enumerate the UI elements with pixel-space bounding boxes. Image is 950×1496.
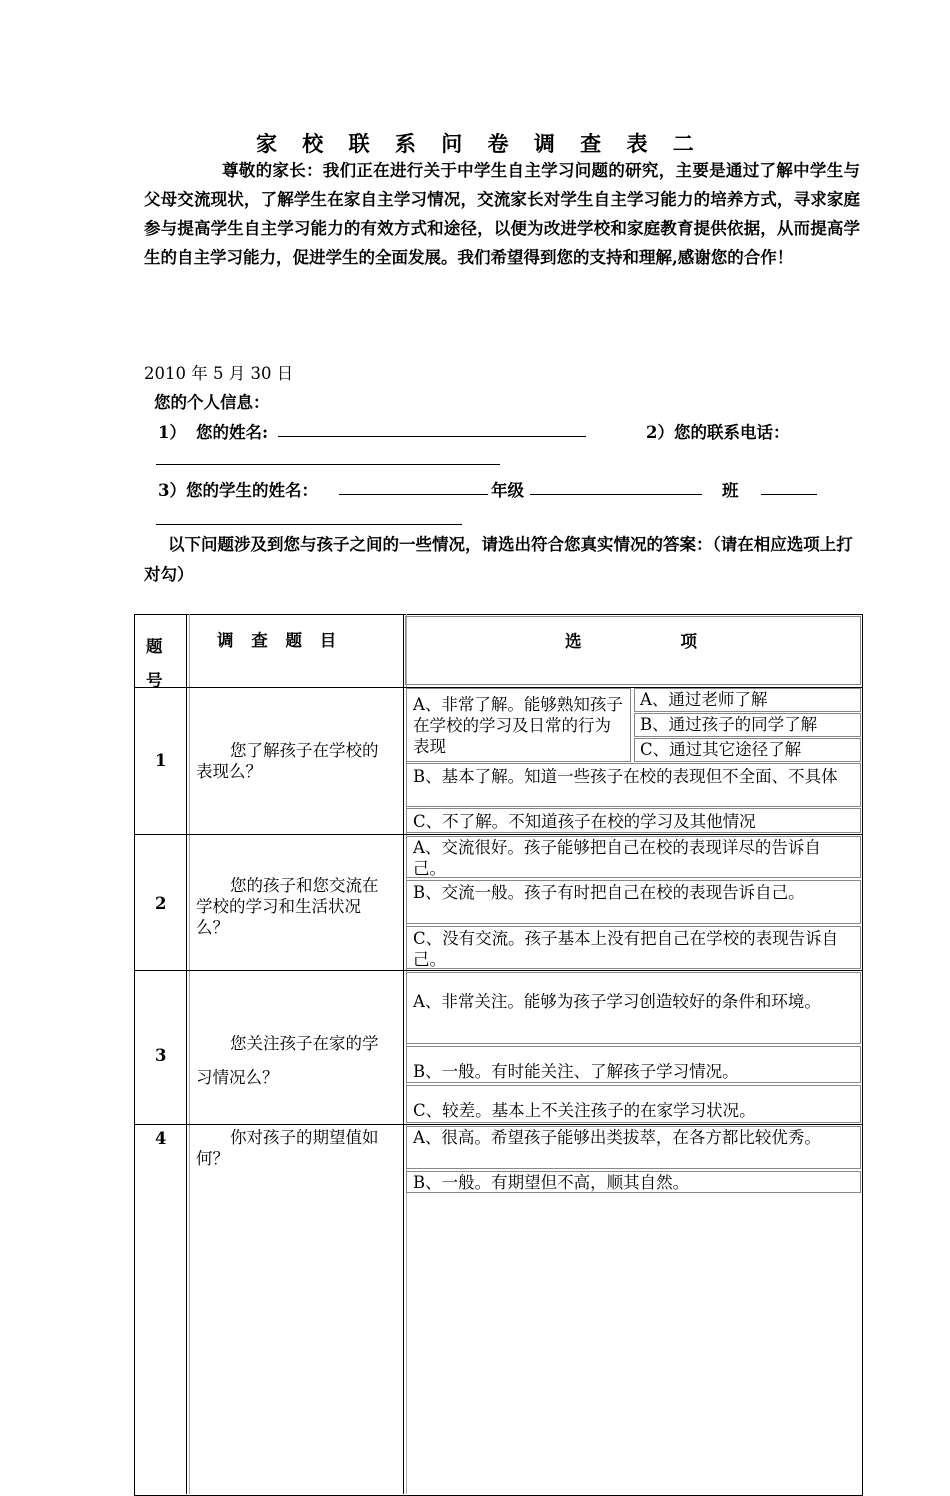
row-divider xyxy=(134,970,863,971)
q1-option-a-sub3[interactable]: C、通过其它途径了解 xyxy=(640,740,802,759)
parent-name-label: 您的姓名: xyxy=(196,423,269,442)
q3-option-a[interactable]: A、非常关注。能够为孩子学习创造较好的条件和环境。 xyxy=(413,992,821,1011)
class-label: 班 xyxy=(722,481,739,500)
q2-option-c[interactable]: C、没有交流。孩子基本上没有把自己在学校的表现告诉自己。 xyxy=(413,929,839,969)
grade-label: 年级 xyxy=(491,481,524,500)
survey-date: 2010 年 5 月 30 日 xyxy=(144,364,294,383)
q4-option-b[interactable]: B、一般。有期望但不高，顺其自然。 xyxy=(413,1173,690,1192)
q1-option-a[interactable]: A、非常了解。能够熟知孩子在学校的学习及日常的行为表现 xyxy=(413,695,623,756)
grade-field[interactable] xyxy=(530,494,702,495)
column-divider xyxy=(186,614,187,1494)
q3-option-c[interactable]: C、较差。基本上不关注孩子的在家学习状况。 xyxy=(413,1101,756,1120)
instructions: 以下问题涉及到您与孩子之间的一些情况，请选出符合您真实情况的答案：（请在相应选项上打对勾） xyxy=(144,535,853,584)
q3-question: 您关注孩子在家的学习情况么？ xyxy=(196,1034,379,1087)
header-question: 调 查 题 目 xyxy=(217,631,343,650)
q3-option-b[interactable]: B、一般。有时能关注、了解孩子学习情况。 xyxy=(413,1062,739,1081)
q4-question: 你对孩子的期望值如何？ xyxy=(196,1128,379,1168)
q1-option-a-sub2[interactable]: B、通过孩子的同学了解 xyxy=(640,715,818,734)
q1-question: 您了解孩子在学校的表现么？ xyxy=(196,741,379,781)
header-options: 选 项 xyxy=(565,632,697,651)
header-option-frame xyxy=(405,616,861,685)
student-name-field[interactable] xyxy=(339,494,488,495)
q2-question: 您的孩子和您交流在学校的学习和生活状况么？ xyxy=(196,876,379,937)
phone-field[interactable] xyxy=(156,464,500,465)
q1-option-b[interactable]: B、基本了解。知道一些孩子在校的表现但不全面、不具体 xyxy=(413,767,838,786)
q4-number: 4 xyxy=(155,1129,167,1148)
q3-number: 3 xyxy=(155,1046,167,1065)
class-field[interactable] xyxy=(761,494,817,495)
column-divider xyxy=(403,614,404,1494)
student-name-label: 3）您的学生的姓名： xyxy=(158,481,318,500)
header-num: 题号 xyxy=(146,637,163,690)
q1-option-c[interactable]: C、不了解。不知道孩子在校的学习及其他情况 xyxy=(413,812,756,831)
phone-label: 2）您的联系电话： xyxy=(646,423,790,442)
q1-option-a-sub1[interactable]: A、通过老师了解 xyxy=(640,690,768,709)
column-divider xyxy=(189,614,190,1494)
parent-name-field[interactable] xyxy=(278,436,586,437)
personal-info-heading: 您的个人信息： xyxy=(154,393,270,412)
row-divider xyxy=(134,1124,863,1125)
row-divider xyxy=(134,834,863,835)
q2-option-a[interactable]: A、交流很好。孩子能够把自己在校的表现详尽的告诉自己。 xyxy=(413,838,821,878)
q2-number: 2 xyxy=(155,894,167,913)
name-number: 1） xyxy=(158,423,186,442)
q2-option-b[interactable]: B、交流一般。孩子有时把自己在校的表现告诉自己。 xyxy=(413,883,805,902)
page-title: 家 校 联 系 问 卷 调 查 表 二 xyxy=(256,131,703,156)
intro-paragraph: 尊敬的家长：我们正在进行关于中学生自主学习问题的研究，主要是通过了解中学生与父母交流现状，了解学生在家自主学习情况，交流家长对学生自主学习能力的培养方式，寻求家庭参与提高学生自主学习能力的有效方式和途径，以便为改进学校和家庭教育提供依据，从而提高学生的自主学习能力，促进学生的全面发展。我们希望得到您的支持和理解,感谢您的合作！ xyxy=(144,161,860,267)
q1-number: 1 xyxy=(155,751,167,770)
class-field-continued[interactable] xyxy=(156,524,462,525)
q4-option-a[interactable]: A、很高。希望孩子能够出类拔萃，在各方都比较优秀。 xyxy=(413,1128,821,1147)
